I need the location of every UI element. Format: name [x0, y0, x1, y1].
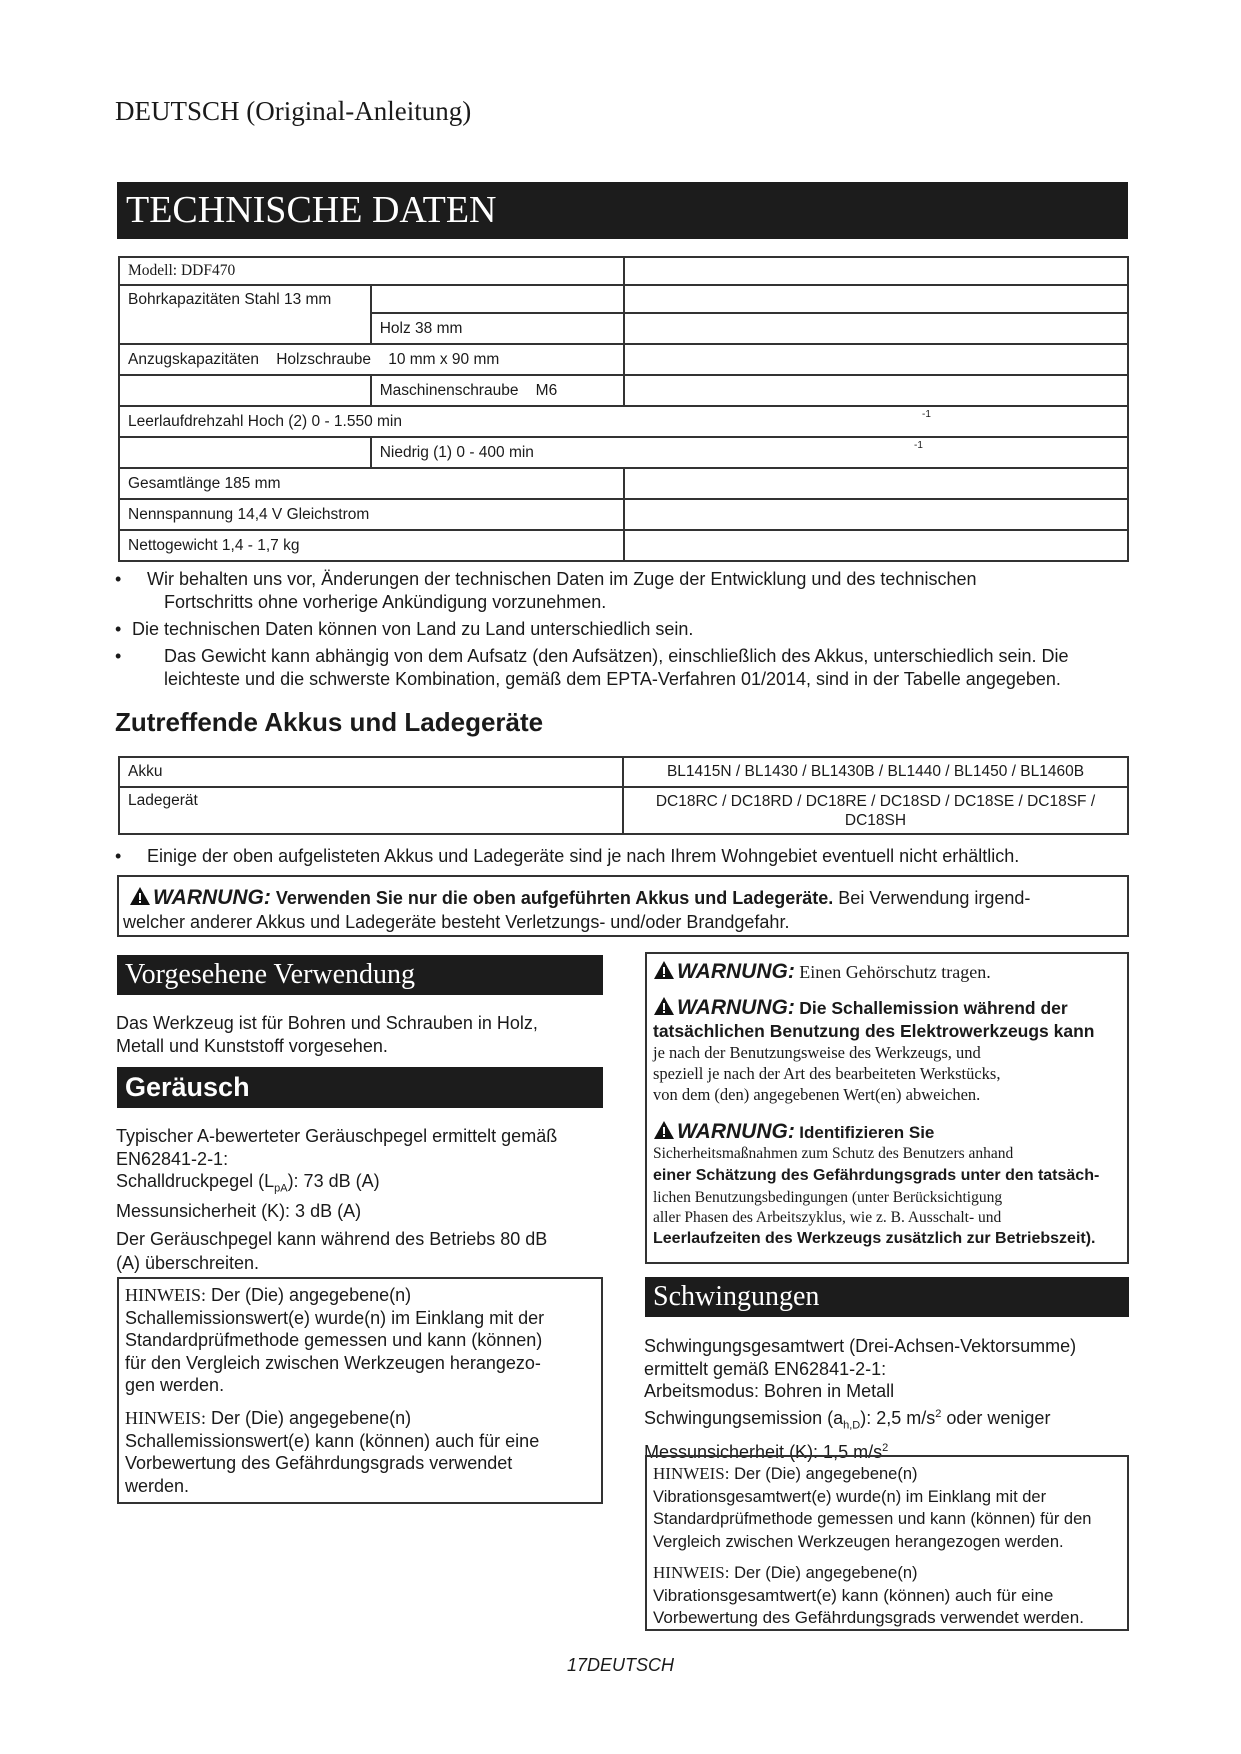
warning-akkus-line1	[129, 886, 1030, 910]
table-row	[119, 437, 1128, 468]
spec-model: Modell: DDF470	[119, 257, 624, 285]
schwingungen-heading: Schwingungen	[645, 1277, 1129, 1317]
noise-note1-line4: für den Vergleich zwischen Werkzeugen herangezo-	[125, 1352, 541, 1373]
vibration-notes-box	[645, 1455, 1129, 1631]
spec-spannung: Nennspannung 14,4 V Gleichstrom	[119, 499, 624, 530]
warning-safety-line4: lichen Benutzungsbedingungen (unter Berücksichtigung	[653, 1189, 1003, 1206]
warning-safety-bold: Identifizieren Sie	[799, 1123, 935, 1142]
note-label: HINWEIS:	[125, 1285, 206, 1305]
bullet-dot: •	[115, 846, 122, 866]
spec-unit-sup-niedrig: -1	[914, 440, 923, 451]
bullet-dot: •	[115, 619, 122, 639]
schwingungen-line3: Arbeitsmodus: Bohren in Metall	[644, 1381, 895, 1401]
noise-notes-box	[117, 1277, 603, 1504]
noise-note1-line5: gen werden.	[125, 1375, 225, 1395]
spec-laenge: Gesamtlänge 185 mm	[119, 468, 624, 499]
vib-note1-line3: Standardprüfmethode gemessen und kann (können) für den	[653, 1510, 1092, 1528]
vib-note1-line2: Vibrationsgesamtwert(e) wurde(n) im Einklang mit der	[653, 1487, 1047, 1506]
table-row	[119, 468, 1128, 499]
note-label: HINWEIS:	[653, 1464, 730, 1483]
warning-emission-line3: je nach der Benutzungsweise des Werkzeugs, und	[653, 1043, 981, 1062]
table-row	[119, 787, 1128, 834]
warning-emission-line4: speziell je nach der Art des bearbeiteten Werkstücks,	[653, 1064, 1001, 1083]
spec-empty-cell	[624, 344, 1128, 375]
lade-value	[623, 787, 1128, 834]
spec-empty-cell	[624, 375, 1128, 406]
warning-word: WARNUNG:	[677, 960, 795, 983]
vib-note2-line2: Vibrationsgesamtwert(e) kann (können) auch für eine	[653, 1585, 1054, 1605]
lade-label: Ladegerät	[119, 787, 623, 834]
lade-value-line1: DC18RC / DC18RD / DC18RE / DC18SD / DC18SE / DC18SF /	[655, 792, 1096, 810]
vib-note2	[653, 1562, 1084, 1630]
spec-empty-cell	[624, 468, 1128, 499]
bullet-dot: •	[115, 646, 122, 666]
warning-emission-line2: tatsächlichen Benutzung des Elektrowerkzeugs kann	[653, 1021, 1095, 1041]
noise-note2-line3: Vorbewertung des Gefährdungsgrads verwendet	[125, 1453, 513, 1473]
tech-data-heading: TECHNISCHE DATEN	[117, 182, 1128, 239]
warning-safety	[653, 1120, 1128, 1250]
warning-safety-line2: Sicherheitsmaßnahmen zum Schutz des Benutzers anhand	[653, 1145, 1014, 1162]
warning-akkus-bold: Verwenden Sie nur die oben aufgeführten Akkus und Ladegeräte.	[275, 888, 834, 908]
schalldruck-sub: pA	[274, 1182, 288, 1195]
table-row	[119, 530, 1128, 561]
warning-emission-bold: Die Schallemission während der	[799, 998, 1068, 1018]
vib-note1-line4: Vergleich zwischen Werkzeugen herangezogen werden.	[653, 1532, 1064, 1551]
warning-safety-line6: Leerlaufzeiten des Werkzeugs zusätzlich zur Betriebszeit).	[653, 1230, 1096, 1247]
spec-bohr: Bohrkapazitäten Stahl 13 mm	[119, 285, 371, 344]
noise-note2-line2: Schallemissionswert(e) kann (können) auch für eine	[125, 1430, 540, 1451]
spec-empty-cell	[624, 499, 1128, 530]
vib-uncertainty: Messunsicherheit (K): 1,5 m/s	[644, 1441, 883, 1462]
page-number: 17DEUTSCH	[566, 1655, 675, 1675]
table-row	[119, 499, 1128, 530]
geraeusch-heading: Geräusch	[117, 1067, 603, 1108]
vib-note1-line1: Der (Die) angegebene(n)	[734, 1465, 918, 1483]
spec-empty-cell	[371, 285, 624, 313]
warning-safety-line5: aller Phasen des Arbeitszyklus, wie z. B. Ausschalt- und	[653, 1209, 1002, 1226]
table-row	[119, 285, 1128, 313]
spec-empty-cell	[624, 530, 1128, 561]
akkus-table	[118, 756, 1129, 835]
spec-empty-cell	[624, 313, 1128, 344]
emission-sub: h,D	[843, 1419, 861, 1432]
warning-safety-line3: einer Schätzung des Gefährdungsgrads unter den tatsäch-	[653, 1167, 1100, 1184]
schwingungen-text	[644, 1335, 1134, 1463]
akku-label: Akku	[119, 757, 623, 787]
schwingungen-line4	[644, 1403, 1134, 1437]
spec-empty-cell	[624, 285, 1128, 313]
spec-empty-cell	[119, 437, 371, 468]
noise-note1-line1: Der (Die) angegebene(n)	[211, 1285, 412, 1305]
table-row	[119, 344, 1128, 375]
table-row	[119, 375, 1128, 406]
warning-emission-line5: von dem (den) angegebenen Wert(en) abweichen.	[653, 1085, 981, 1104]
noise-note2	[125, 1407, 539, 1497]
spec-gewicht: Nettogewicht 1,4 - 1,7 kg	[119, 530, 624, 561]
spec-note-3-line2: leichteste und die schwerste Kombination, gemäß dem EPTA-Verfahren 01/2014, sind in der Tabelle angegeben.	[164, 669, 1061, 689]
spec-table	[118, 256, 1129, 562]
emission-suffix: oder weniger	[941, 1407, 1051, 1428]
verwendung-text	[116, 1012, 538, 1057]
warning-triangle-icon	[653, 996, 675, 1016]
warning-akkus-line2: welcher anderer Akkus und Ladegeräte besteht Verletzungs- und/oder Brandgefahr.	[123, 912, 790, 932]
table-row	[119, 757, 1128, 787]
spec-unit-sup-hoch: -1	[922, 409, 931, 420]
warning-word: WARNUNG:	[153, 886, 271, 909]
geraeusch-text	[116, 1125, 606, 1275]
geraeusch-line2: EN62841-2-1:	[116, 1148, 229, 1169]
table-row	[119, 257, 1128, 285]
vib-note2-line3: Vorbewertung des Gefährdungsgrads verwendet werden.	[653, 1608, 1084, 1627]
warning-word: WARNUNG:	[677, 1120, 795, 1143]
spec-note-3-line1: Das Gewicht kann abhängig von dem Aufsatz (den Aufsätzen), einschließlich des Akkus, unterschiedlich sein. Die	[164, 646, 1069, 666]
noise-note1	[125, 1284, 544, 1397]
geraeusch-line3	[116, 1170, 606, 1200]
verwendung-line1: Das Werkzeug ist für Bohren und Schrauben in Holz,	[116, 1013, 538, 1033]
noise-note2-line1: Der (Die) angegebene(n)	[211, 1408, 412, 1428]
akku-value: BL1415N / BL1430 / BL1430B / BL1440 / BL1450 / BL1460B	[623, 757, 1128, 787]
warning-triangle-icon	[129, 886, 151, 906]
vib-uncertainty-sup: 2	[882, 1441, 889, 1454]
emission-value: ): 2,5 m/s	[860, 1407, 936, 1428]
note-label: HINWEIS:	[125, 1408, 206, 1428]
vib-note1	[653, 1463, 1091, 1553]
schwingungen-line1: Schwingungsgesamtwert (Drei-Achsen-Vektorsumme)	[644, 1336, 1077, 1356]
spec-anzug: Anzugskapazitäten Holzschraube 10 mm x 90 mm	[119, 344, 624, 375]
spec-empty-cell	[624, 257, 1128, 285]
spec-maschinen: Maschinenschraube M6	[371, 375, 624, 406]
table-row	[119, 406, 1128, 437]
akkus-note-text: Einige der oben aufgelisteten Akkus und Ladegeräte sind je nach Ihrem Wohngebiet eventuell nicht erhältlich.	[147, 846, 1020, 866]
verwendung-line2: Metall und Kunststoff vorgesehen.	[116, 1035, 388, 1056]
warning-word: WARNUNG:	[677, 996, 795, 1019]
schalldruck-value: ): 73 dB (A)	[287, 1171, 380, 1191]
noise-note1-line3: Standardprüfmethode gemessen und kann (können)	[125, 1330, 543, 1350]
geraeusch-line6: (A) überschreiten.	[116, 1253, 260, 1274]
lade-value-line2: DC18SH	[844, 811, 907, 829]
spec-leer-hoch: Leerlaufdrehzahl Hoch (2) 0 - 1.550 min	[119, 406, 1128, 437]
spec-leer-niedrig: Niedrig (1) 0 - 400 min	[371, 437, 1128, 468]
noise-note1-line2: Schallemissionswert(e) wurde(n) im Einklang mit der	[125, 1307, 545, 1328]
spec-empty-cell	[119, 375, 371, 406]
warning-emission	[653, 996, 1128, 1105]
warning-triangle-icon	[653, 1120, 675, 1140]
bullet-dot: •	[115, 569, 122, 589]
warning-box-akkus	[117, 875, 1129, 937]
verwendung-heading: Vorgesehene Verwendung	[117, 955, 603, 995]
spec-note-1-line2: Fortschritts ohne vorherige Ankündigung vorzunehmen.	[164, 592, 607, 612]
warning-hearing	[653, 960, 991, 984]
spec-note-2: Die technischen Daten können von Land zu Land unterschiedlich sein.	[132, 619, 694, 639]
note-label: HINWEIS:	[653, 1563, 730, 1582]
geraeusch-line4: Messunsicherheit (K): 3 dB (A)	[116, 1201, 362, 1222]
geraeusch-line1: Typischer A-bewerteter Geräuschpegel ermittelt gemäß	[116, 1126, 558, 1146]
schwingungen-line2: ermittelt gemäß EN62841-2-1:	[644, 1358, 887, 1379]
warnings-box-noise	[645, 952, 1129, 1264]
page-header-title: DEUTSCH (Original-Anleitung)	[115, 96, 472, 126]
warning-akkus-rest: Bei Verwendung irgend-	[838, 888, 1031, 908]
emission-label: Schwingungsemission (a	[644, 1407, 844, 1428]
warning-triangle-icon	[653, 960, 675, 980]
noise-note2-line4: werden.	[125, 1475, 190, 1496]
geraeusch-line5: Der Geräuschpegel kann während des Betriebs 80 dB	[116, 1228, 548, 1249]
warning-hearing-text: Einen Gehörschutz tragen.	[799, 962, 991, 982]
vib-note2-line1: Der (Die) angegebene(n)	[734, 1564, 918, 1582]
akkus-heading: Zutreffende Akkus und Ladegeräte	[115, 707, 544, 737]
spec-holz: Holz 38 mm	[371, 313, 624, 344]
schalldruck-label: Schalldruckpegel (L	[116, 1171, 275, 1191]
emission-sup: 2	[935, 1407, 942, 1420]
spec-note-1-line1: Wir behalten uns vor, Änderungen der technischen Daten im Zuge der Entwicklung und des technischen	[147, 569, 977, 589]
